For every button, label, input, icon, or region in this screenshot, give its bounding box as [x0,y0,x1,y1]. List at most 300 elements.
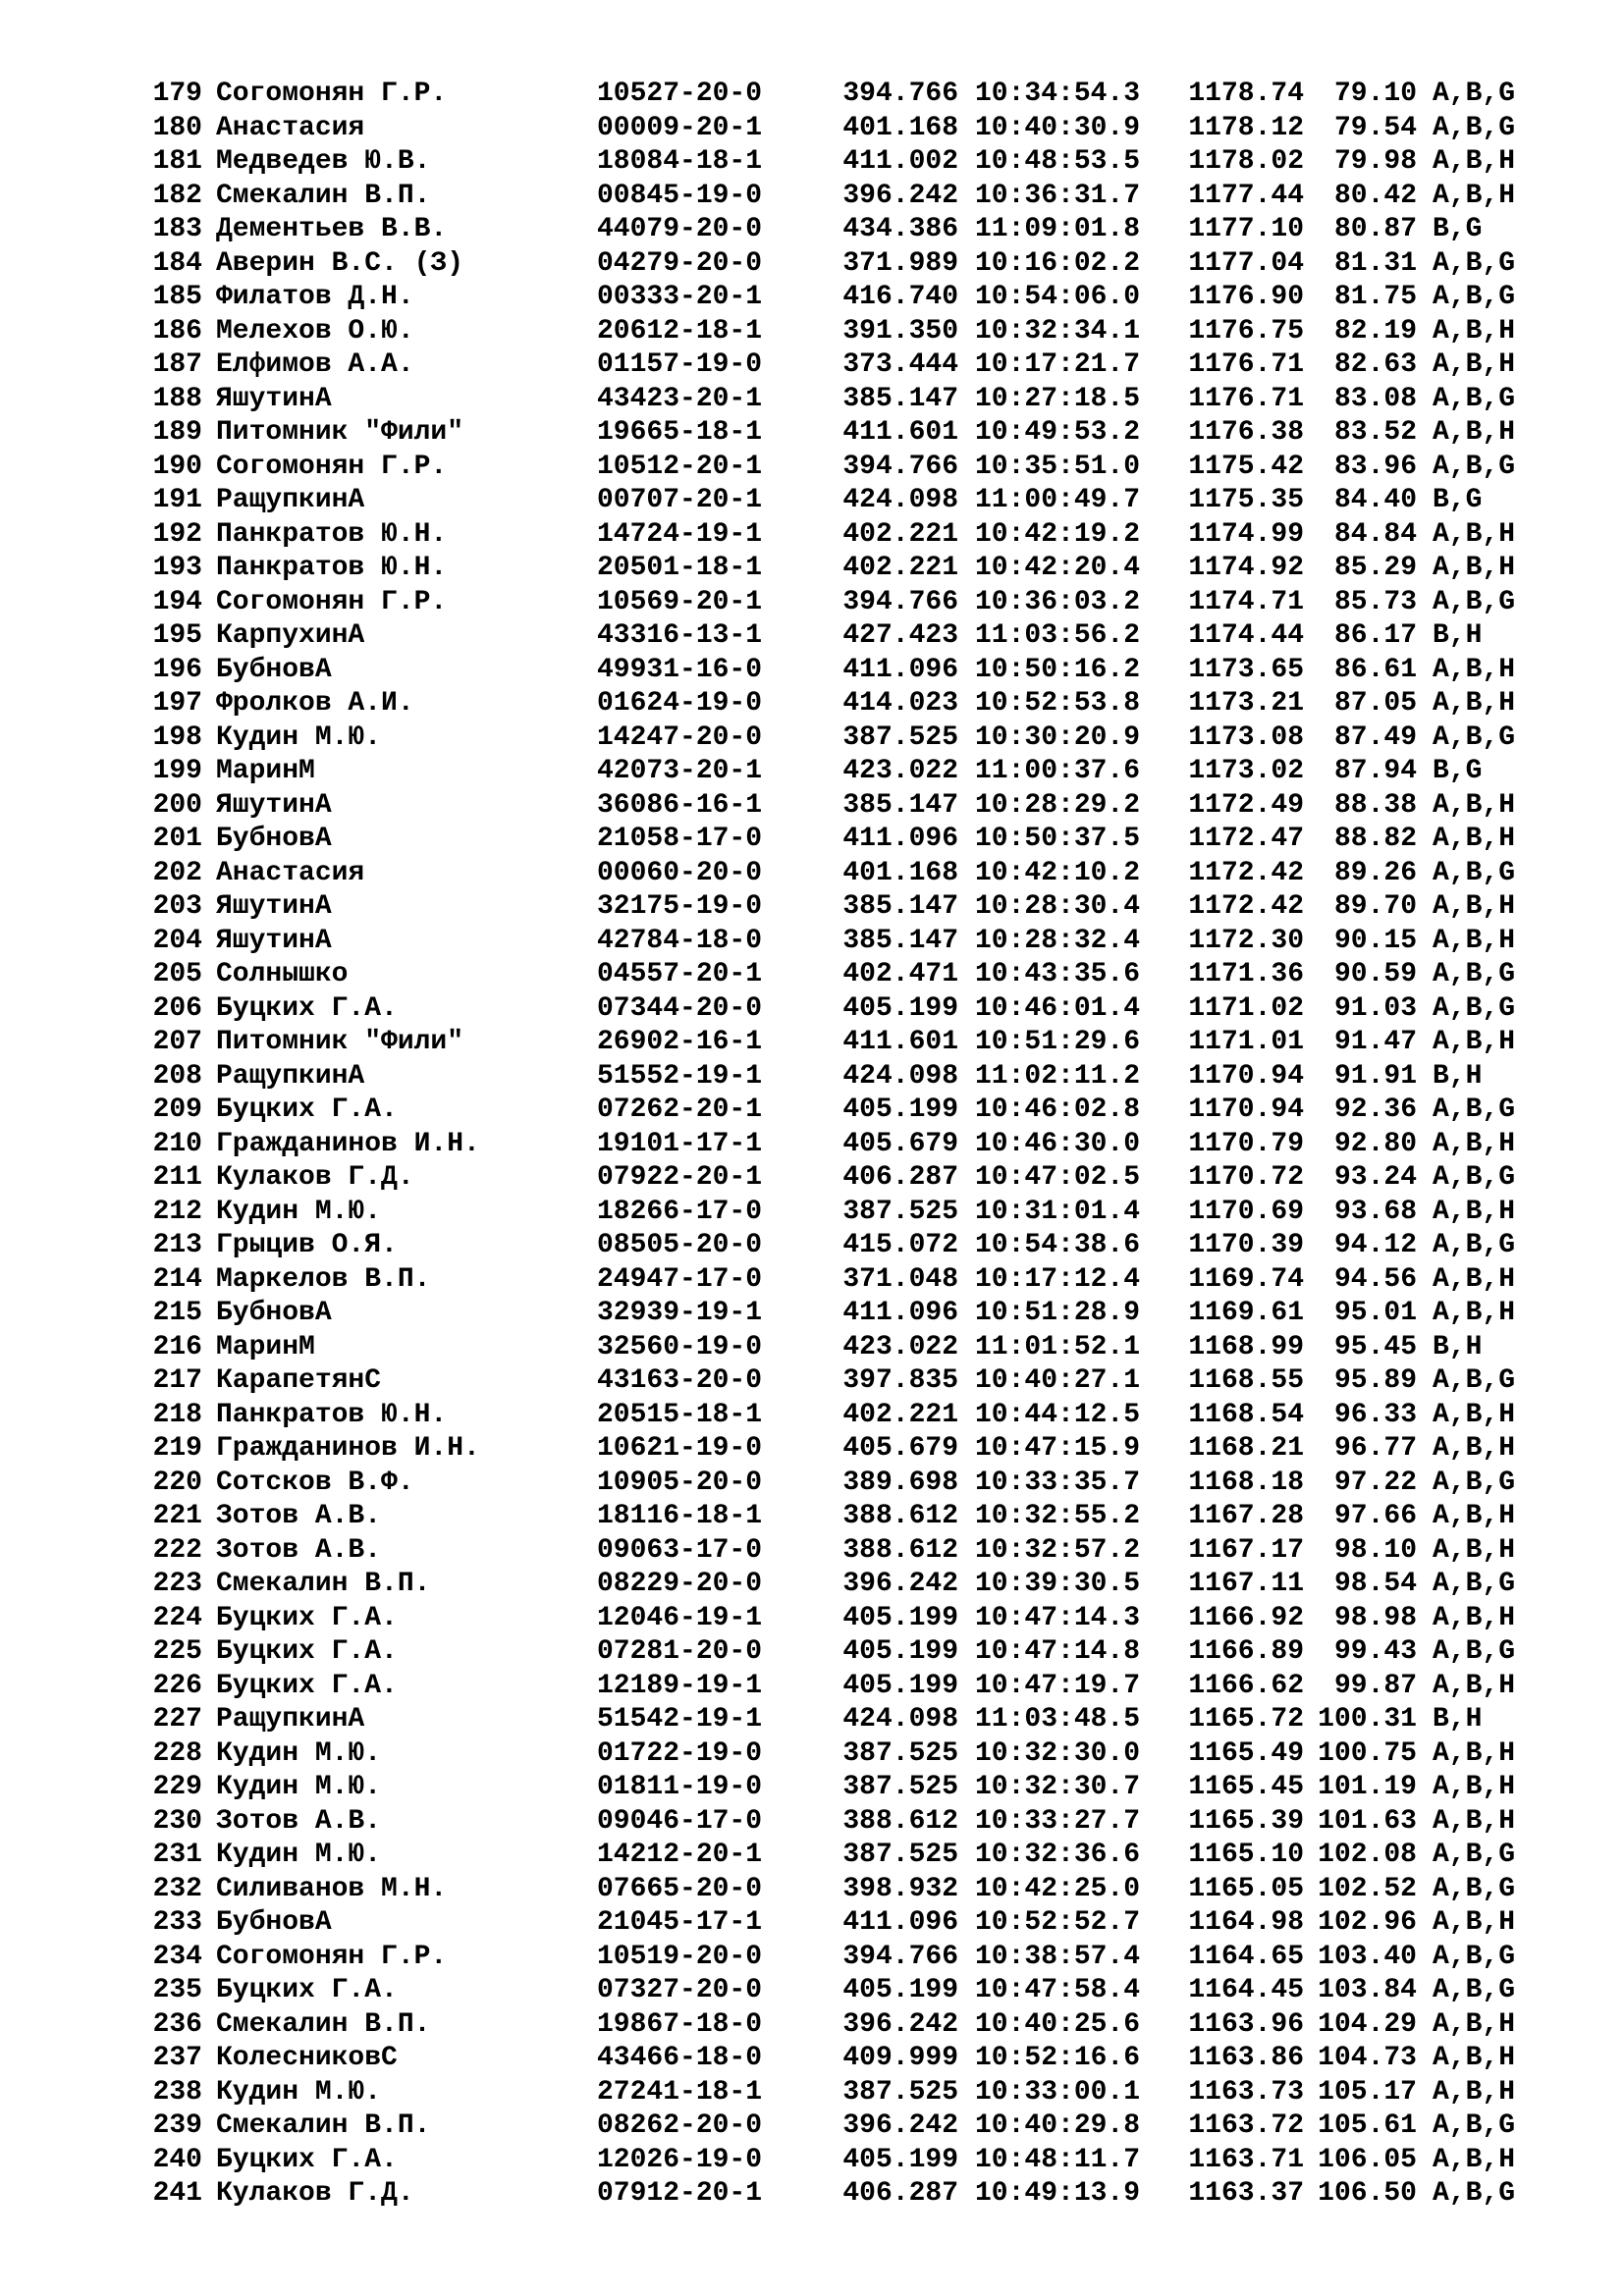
coefficient: 83.08 [1333,383,1417,414]
ring-number: 00333-20-1 [597,282,763,312]
place-number: 225 [152,1636,202,1667]
place-number: 211 [152,1162,202,1193]
ring-number: 27241-18-1 [597,2076,763,2108]
place-number: 233 [152,1907,202,1938]
distance: 388.612 [842,1534,958,1566]
fancier-name: Смекалин В.П. [216,2110,431,2141]
fancier-name: Смекалин В.П. [216,1569,431,1599]
fancier-name: Гражданинов И.Н. [216,1433,480,1464]
table-row [143,1500,1557,1534]
category-codes: A,B,G [1433,1840,1516,1870]
category-codes: B,H [1433,620,1483,651]
distance: 385.147 [842,891,958,922]
distance: 411.002 [842,146,958,177]
table-row [143,1128,1557,1162]
category-codes: A,B,H [1433,654,1516,685]
place-number: 198 [152,721,202,753]
arrival-time: 11:03:48.5 [975,1704,1141,1735]
speed: 1169.61 [1188,1298,1304,1328]
distance: 396.242 [842,180,958,211]
ring-number: 32939-19-1 [597,1298,763,1328]
speed: 1177.10 [1188,214,1304,244]
arrival-time: 10:44:12.5 [975,1399,1141,1430]
place-number: 217 [152,1365,202,1396]
coefficient: 99.43 [1333,1636,1417,1667]
speed: 1164.45 [1188,1975,1304,2005]
category-codes: B,H [1433,1060,1483,1092]
fancier-name: Согомонян Г.Р. [216,586,448,617]
distance: 405.199 [842,1602,958,1633]
arrival-time: 11:09:01.8 [975,214,1141,244]
ring-number: 12026-19-0 [597,2144,763,2175]
distance: 411.096 [842,824,958,854]
distance: 405.199 [842,1975,958,2005]
category-codes: A,B,H [1433,553,1516,583]
place-number: 231 [152,1840,202,1870]
speed: 1163.37 [1188,2178,1304,2209]
table-row [143,586,1557,620]
arrival-time: 10:42:20.4 [975,553,1141,583]
arrival-time: 10:42:19.2 [975,518,1141,550]
speed: 1176.38 [1188,417,1304,448]
arrival-time: 10:17:21.7 [975,349,1141,380]
fancier-name: Согомонян Г.Р. [216,451,448,482]
ring-number: 18084-18-1 [597,146,763,177]
coefficient: 96.77 [1333,1433,1417,1464]
arrival-time: 10:47:58.4 [975,1975,1141,2005]
table-row [143,1703,1557,1737]
speed: 1172.30 [1188,925,1304,956]
ring-number: 07922-20-1 [597,1162,763,1193]
coefficient: 83.96 [1333,451,1417,482]
table-row [143,484,1557,518]
speed: 1166.62 [1188,1670,1304,1701]
ring-number: 12046-19-1 [597,1602,763,1633]
distance: 394.766 [842,79,958,109]
fancier-name: Анастасия [216,857,365,888]
coefficient: 95.89 [1333,1365,1417,1396]
speed: 1176.75 [1188,315,1304,347]
ring-number: 10905-20-0 [597,1467,763,1498]
table-row [143,721,1557,756]
table-row [143,552,1557,586]
place-number: 203 [152,891,202,922]
ring-number: 43163-20-0 [597,1365,763,1396]
coefficient: 89.70 [1333,891,1417,922]
table-row [143,145,1557,180]
speed: 1171.01 [1188,1027,1304,1057]
coefficient: 103.40 [1318,1941,1417,1972]
distance: 385.147 [842,383,958,414]
distance: 427.423 [842,620,958,651]
arrival-time: 10:40:27.1 [975,1365,1141,1396]
coefficient: 87.05 [1333,688,1417,719]
arrival-time: 10:39:30.5 [975,1569,1141,1599]
category-codes: A,B,H [1433,1399,1516,1430]
speed: 1174.44 [1188,620,1304,651]
fancier-name: Буцких Г.А. [216,2144,398,2175]
speed: 1170.72 [1188,1162,1304,1193]
speed: 1170.94 [1188,1095,1304,1125]
arrival-time: 10:33:00.1 [975,2076,1141,2108]
category-codes: A,B,G [1433,247,1516,279]
ring-number: 00707-20-1 [597,485,763,515]
place-number: 214 [152,1263,202,1295]
ring-number: 26902-16-1 [597,1027,763,1057]
speed: 1170.94 [1188,1060,1304,1092]
fancier-name: БубновА [216,1907,332,1938]
speed: 1172.49 [1188,789,1304,821]
fancier-name: Маркелов В.П. [216,1263,431,1295]
arrival-time: 10:46:30.0 [975,1128,1141,1159]
speed: 1164.98 [1188,1907,1304,1938]
speed: 1171.36 [1188,959,1304,989]
distance: 424.098 [842,1060,958,1092]
coefficient: 98.98 [1333,1602,1417,1633]
arrival-time: 10:52:16.6 [975,2043,1141,2073]
place-number: 181 [152,146,202,177]
coefficient: 99.87 [1333,1670,1417,1701]
coefficient: 98.54 [1333,1569,1417,1599]
coefficient: 97.22 [1333,1467,1417,1498]
category-codes: A,B,H [1433,1907,1516,1938]
distance: 387.525 [842,721,958,753]
category-codes: A,B,G [1433,383,1516,414]
distance: 406.287 [842,1162,958,1193]
fancier-name: БубновА [216,654,332,685]
category-codes: A,B,G [1433,282,1516,312]
category-codes: B,G [1433,214,1483,244]
distance: 394.766 [842,586,958,617]
table-row [143,1094,1557,1128]
place-number: 227 [152,1704,202,1735]
distance: 396.242 [842,1569,958,1599]
speed: 1175.42 [1188,451,1304,482]
place-number: 238 [152,2076,202,2108]
place-number: 213 [152,1230,202,1260]
distance: 423.022 [842,756,958,786]
fancier-name: Силиванов М.Н. [216,1873,448,1904]
coefficient: 83.52 [1333,417,1417,448]
place-number: 219 [152,1433,202,1464]
distance: 424.098 [842,1704,958,1735]
fancier-name: БубновА [216,824,332,854]
arrival-time: 10:47:19.7 [975,1670,1141,1701]
table-row [143,1331,1557,1365]
table-row [143,654,1557,688]
distance: 411.601 [842,1027,958,1057]
fancier-name: Буцких Г.А. [216,1602,398,1633]
place-number: 220 [152,1467,202,1498]
distance: 405.199 [842,2144,958,2175]
distance: 396.242 [842,2008,958,2040]
coefficient: 103.84 [1318,1975,1417,2005]
fancier-name: Буцких Г.А. [216,1636,398,1667]
place-number: 200 [152,789,202,821]
ring-number: 08505-20-0 [597,1230,763,1260]
category-codes: A,B,G [1433,1569,1516,1599]
arrival-time: 10:49:53.2 [975,417,1141,448]
speed: 1174.92 [1188,553,1304,583]
category-codes: A,B,H [1433,688,1516,719]
speed: 1163.73 [1188,2076,1304,2108]
arrival-time: 10:47:02.5 [975,1162,1141,1193]
distance: 387.525 [842,1772,958,1802]
ring-number: 09046-17-0 [597,1805,763,1837]
category-codes: A,B,G [1433,79,1516,109]
arrival-time: 10:42:25.0 [975,1873,1141,1904]
distance: 411.601 [842,417,958,448]
place-number: 196 [152,654,202,685]
coefficient: 93.24 [1333,1162,1417,1193]
category-codes: A,B,H [1433,789,1516,821]
category-codes: B,H [1433,1704,1483,1735]
distance: 373.444 [842,349,958,380]
place-number: 193 [152,553,202,583]
fancier-name: Кудин М.Ю. [216,721,382,753]
speed: 1170.79 [1188,1128,1304,1159]
ring-number: 07665-20-0 [597,1873,763,1904]
place-number: 232 [152,1873,202,1904]
category-codes: A,B,H [1433,925,1516,956]
table-row [143,281,1557,315]
arrival-time: 10:42:10.2 [975,857,1141,888]
place-number: 223 [152,1569,202,1599]
speed: 1169.74 [1188,1263,1304,1295]
fancier-name: Панкратов Ю.Н. [216,1399,448,1430]
speed: 1168.18 [1188,1467,1304,1498]
category-codes: A,B,H [1433,891,1516,922]
speed: 1168.54 [1188,1399,1304,1430]
coefficient: 102.08 [1318,1840,1417,1870]
arrival-time: 10:47:14.3 [975,1602,1141,1633]
fancier-name: Медведев Ю.В. [216,146,431,177]
table-row [143,1771,1557,1805]
fancier-name: Буцких Г.А. [216,1670,398,1701]
speed: 1165.49 [1188,1737,1304,1769]
arrival-time: 10:32:30.7 [975,1772,1141,1802]
coefficient: 91.91 [1333,1060,1417,1092]
table-row [143,1635,1557,1670]
category-codes: A,B,H [1433,1670,1516,1701]
table-row [143,1161,1557,1196]
distance: 402.221 [842,1399,958,1430]
table-row [143,1737,1557,1772]
place-number: 216 [152,1331,202,1362]
coefficient: 90.15 [1333,925,1417,956]
table-row [143,1467,1557,1501]
fancier-name: БубновА [216,1298,332,1328]
arrival-time: 10:38:57.4 [975,1941,1141,1972]
fancier-name: Кудин М.Ю. [216,1737,382,1769]
ring-number: 14247-20-0 [597,721,763,753]
distance: 371.048 [842,1263,958,1295]
category-codes: A,B,H [1433,1433,1516,1464]
distance: 402.471 [842,959,958,989]
distance: 385.147 [842,925,958,956]
table-row [143,1534,1557,1569]
category-codes: A,B,G [1433,2110,1516,2141]
speed: 1168.99 [1188,1331,1304,1362]
place-number: 212 [152,1196,202,1227]
arrival-time: 10:31:01.4 [975,1196,1141,1227]
table-row [143,1060,1557,1095]
ring-number: 04279-20-0 [597,247,763,279]
coefficient: 79.98 [1333,146,1417,177]
category-codes: A,B,G [1433,959,1516,989]
fancier-name: ЯшутинА [216,925,332,956]
coefficient: 85.29 [1333,553,1417,583]
arrival-time: 10:33:35.7 [975,1467,1141,1498]
fancier-name: КолесниковС [216,2043,398,2073]
arrival-time: 10:28:32.4 [975,925,1141,956]
place-number: 237 [152,2043,202,2073]
speed: 1170.69 [1188,1196,1304,1227]
fancier-name: Кулаков Г.Д. [216,1162,414,1193]
ring-number: 19665-18-1 [597,417,763,448]
table-row [143,78,1557,112]
table-row [143,416,1557,451]
table-row [143,958,1557,992]
results-table [143,78,1557,2212]
speed: 1165.05 [1188,1873,1304,1904]
table-row [143,348,1557,383]
ring-number: 08262-20-0 [597,2110,763,2141]
speed: 1163.71 [1188,2144,1304,2175]
ring-number: 21045-17-1 [597,1907,763,1938]
place-number: 201 [152,824,202,854]
ring-number: 43466-18-0 [597,2043,763,2073]
fancier-name: Смекалин В.П. [216,2008,431,2040]
table-row [143,1432,1557,1467]
ring-number: 00845-19-0 [597,180,763,211]
category-codes: A,B,G [1433,2178,1516,2209]
fancier-name: РащупкинА [216,485,365,515]
coefficient: 84.40 [1333,485,1417,515]
ring-number: 36086-16-1 [597,789,763,821]
place-number: 183 [152,214,202,244]
speed: 1173.02 [1188,756,1304,786]
place-number: 187 [152,349,202,380]
table-row [143,619,1557,654]
category-codes: A,B,G [1433,451,1516,482]
category-codes: A,B,H [1433,1772,1516,1802]
category-codes: A,B,H [1433,1263,1516,1295]
distance: 391.350 [842,315,958,347]
speed: 1164.65 [1188,1941,1304,1972]
category-codes: A,B,H [1433,518,1516,550]
place-number: 218 [152,1399,202,1430]
category-codes: A,B,G [1433,1230,1516,1260]
table-row [143,1805,1557,1840]
arrival-time: 10:54:06.0 [975,282,1141,312]
arrival-time: 10:32:55.2 [975,1501,1141,1531]
coefficient: 91.03 [1333,992,1417,1024]
category-codes: A,B,H [1433,1128,1516,1159]
arrival-time: 11:01:52.1 [975,1331,1141,1362]
arrival-time: 10:16:02.2 [975,247,1141,279]
place-number: 192 [152,518,202,550]
table-row [143,1670,1557,1704]
arrival-time: 10:17:12.4 [975,1263,1141,1295]
category-codes: A,B,H [1433,1501,1516,1531]
speed: 1165.72 [1188,1704,1304,1735]
table-row [143,1229,1557,1263]
ring-number: 20612-18-1 [597,315,763,347]
coefficient: 80.87 [1333,214,1417,244]
ring-number: 07912-20-1 [597,2178,763,2209]
fancier-name: КарпухинА [216,620,365,651]
category-codes: A,B,H [1433,1027,1516,1057]
coefficient: 100.75 [1318,1737,1417,1769]
fancier-name: Буцких Г.А. [216,1975,398,2005]
coefficient: 92.36 [1333,1095,1417,1125]
ring-number: 07327-20-0 [597,1975,763,2005]
arrival-time: 10:40:30.9 [975,112,1141,143]
place-number: 221 [152,1501,202,1531]
speed: 1167.17 [1188,1534,1304,1566]
place-number: 180 [152,112,202,143]
category-codes: A,B,G [1433,1467,1516,1498]
coefficient: 80.42 [1333,180,1417,211]
place-number: 188 [152,383,202,414]
category-codes: A,B,H [1433,2008,1516,2040]
coefficient: 85.73 [1333,586,1417,617]
ring-number: 32560-19-0 [597,1331,763,1362]
table-row [143,1297,1557,1331]
fancier-name: ЯшутинА [216,891,332,922]
fancier-name: Фролков А.И. [216,688,414,719]
place-number: 194 [152,586,202,617]
fancier-name: РащупкинА [216,1060,365,1092]
place-number: 179 [152,79,202,109]
distance: 414.023 [842,688,958,719]
distance: 424.098 [842,485,958,515]
place-number: 191 [152,485,202,515]
speed: 1165.10 [1188,1840,1304,1870]
table-row [143,1399,1557,1433]
ring-number: 08229-20-0 [597,1569,763,1599]
fancier-name: ЯшутинА [216,383,332,414]
coefficient: 82.63 [1333,349,1417,380]
table-row [143,992,1557,1027]
place-number: 229 [152,1772,202,1802]
arrival-time: 11:02:11.2 [975,1060,1141,1092]
table-row [143,1026,1557,1060]
table-row [143,789,1557,824]
distance: 385.147 [842,789,958,821]
category-codes: B,G [1433,485,1483,515]
distance: 415.072 [842,1230,958,1260]
arrival-time: 10:50:37.5 [975,824,1141,854]
coefficient: 91.47 [1333,1027,1417,1057]
speed: 1173.65 [1188,654,1304,685]
table-row [143,1263,1557,1298]
category-codes: A,B,G [1433,586,1516,617]
speed: 1170.39 [1188,1230,1304,1260]
coefficient: 104.73 [1318,2043,1417,2073]
table-row [143,451,1557,485]
place-number: 222 [152,1534,202,1566]
distance: 398.932 [842,1873,958,1904]
place-number: 189 [152,417,202,448]
coefficient: 104.29 [1318,2008,1417,2040]
place-number: 226 [152,1670,202,1701]
fancier-name: Зотов А.В. [216,1534,382,1566]
arrival-time: 10:32:30.0 [975,1737,1141,1769]
category-codes: A,B,G [1433,721,1516,753]
arrival-time: 10:46:01.4 [975,992,1141,1024]
